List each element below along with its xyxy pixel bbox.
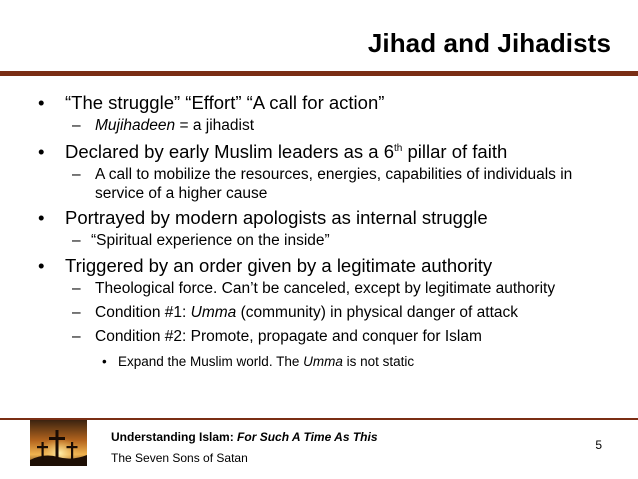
slide-title: Jihad and Jihadists: [367, 28, 611, 58]
bullet-2-text-a: Declared by early Muslim leaders as a 6: [65, 141, 395, 162]
bullet-1-sub-1: [95, 117, 254, 135]
title-divider: [0, 71, 638, 76]
footer-session-title: The Seven Sons of Satan: [111, 451, 248, 465]
bullet-4-sub-2: [95, 304, 518, 322]
sub-marker: –: [72, 304, 81, 321]
bullet-4-sub-3: Condition #2: Promote, propagate and conquer for Islam: [95, 328, 482, 345]
bullet-4-text: Triggered by an order given by a legitimate authority: [65, 255, 493, 276]
bullet-3-text: Portrayed by modern apologists as internal struggle: [65, 207, 488, 228]
page-number: 5: [595, 438, 602, 452]
bullet-marker: •: [38, 92, 45, 113]
bullet-1-text: “The struggle” “Effort” “A call for action”: [65, 92, 385, 113]
bullet-marker: •: [38, 255, 45, 276]
footer-series-name: Understanding Islam:: [111, 430, 238, 444]
bullet-2-sub-1-line-1: A call to mobilize the resources, energies, capabilities of individuals in: [95, 166, 573, 183]
bullet-2-text-b: pillar of faith: [402, 141, 508, 162]
bullet-2-text: [65, 141, 507, 163]
bullet-2-superscript: th: [394, 143, 403, 154]
bullet-1-sub-1-rest: = a jihadist: [175, 117, 254, 134]
sub-marker: –: [72, 280, 81, 297]
bullet-4-subsub-1: [118, 354, 414, 369]
crosses-sunset-icon: [30, 420, 87, 466]
bullet-4-sub-2-b: (community) in physical danger of attack: [236, 304, 518, 321]
bullet-marker: •: [38, 207, 45, 228]
sub-marker: –: [72, 328, 81, 345]
bullet-2-sub-1-line-2: service of a higher cause: [95, 185, 268, 202]
bullet-marker: •: [38, 141, 45, 162]
bullet-4-subsub-1-b: is not static: [342, 354, 415, 369]
footer-divider: [0, 418, 638, 420]
sub-marker: –: [72, 166, 81, 183]
term-umma: Umma: [190, 304, 237, 321]
bullet-4-subsub-1-a: Expand the Muslim world. The: [118, 354, 304, 369]
bullet-4-sub-2-a: Condition #1:: [95, 304, 191, 321]
sub-marker: –: [72, 232, 81, 249]
term-mujihadeen: Mujihadeen: [95, 117, 176, 134]
subsub-marker: •: [102, 354, 107, 369]
footer-series-subtitle: For Such A Time As This: [237, 430, 378, 444]
term-umma: Umma: [303, 354, 343, 369]
footer-series-title: [111, 430, 378, 444]
sub-marker: –: [72, 117, 81, 134]
crosses-sunset-image: [30, 420, 87, 466]
bullet-4-sub-1: Theological force. Can’t be canceled, except by legitimate authority: [95, 280, 556, 297]
bullet-3-sub-1: “Spiritual experience on the inside”: [91, 232, 330, 249]
